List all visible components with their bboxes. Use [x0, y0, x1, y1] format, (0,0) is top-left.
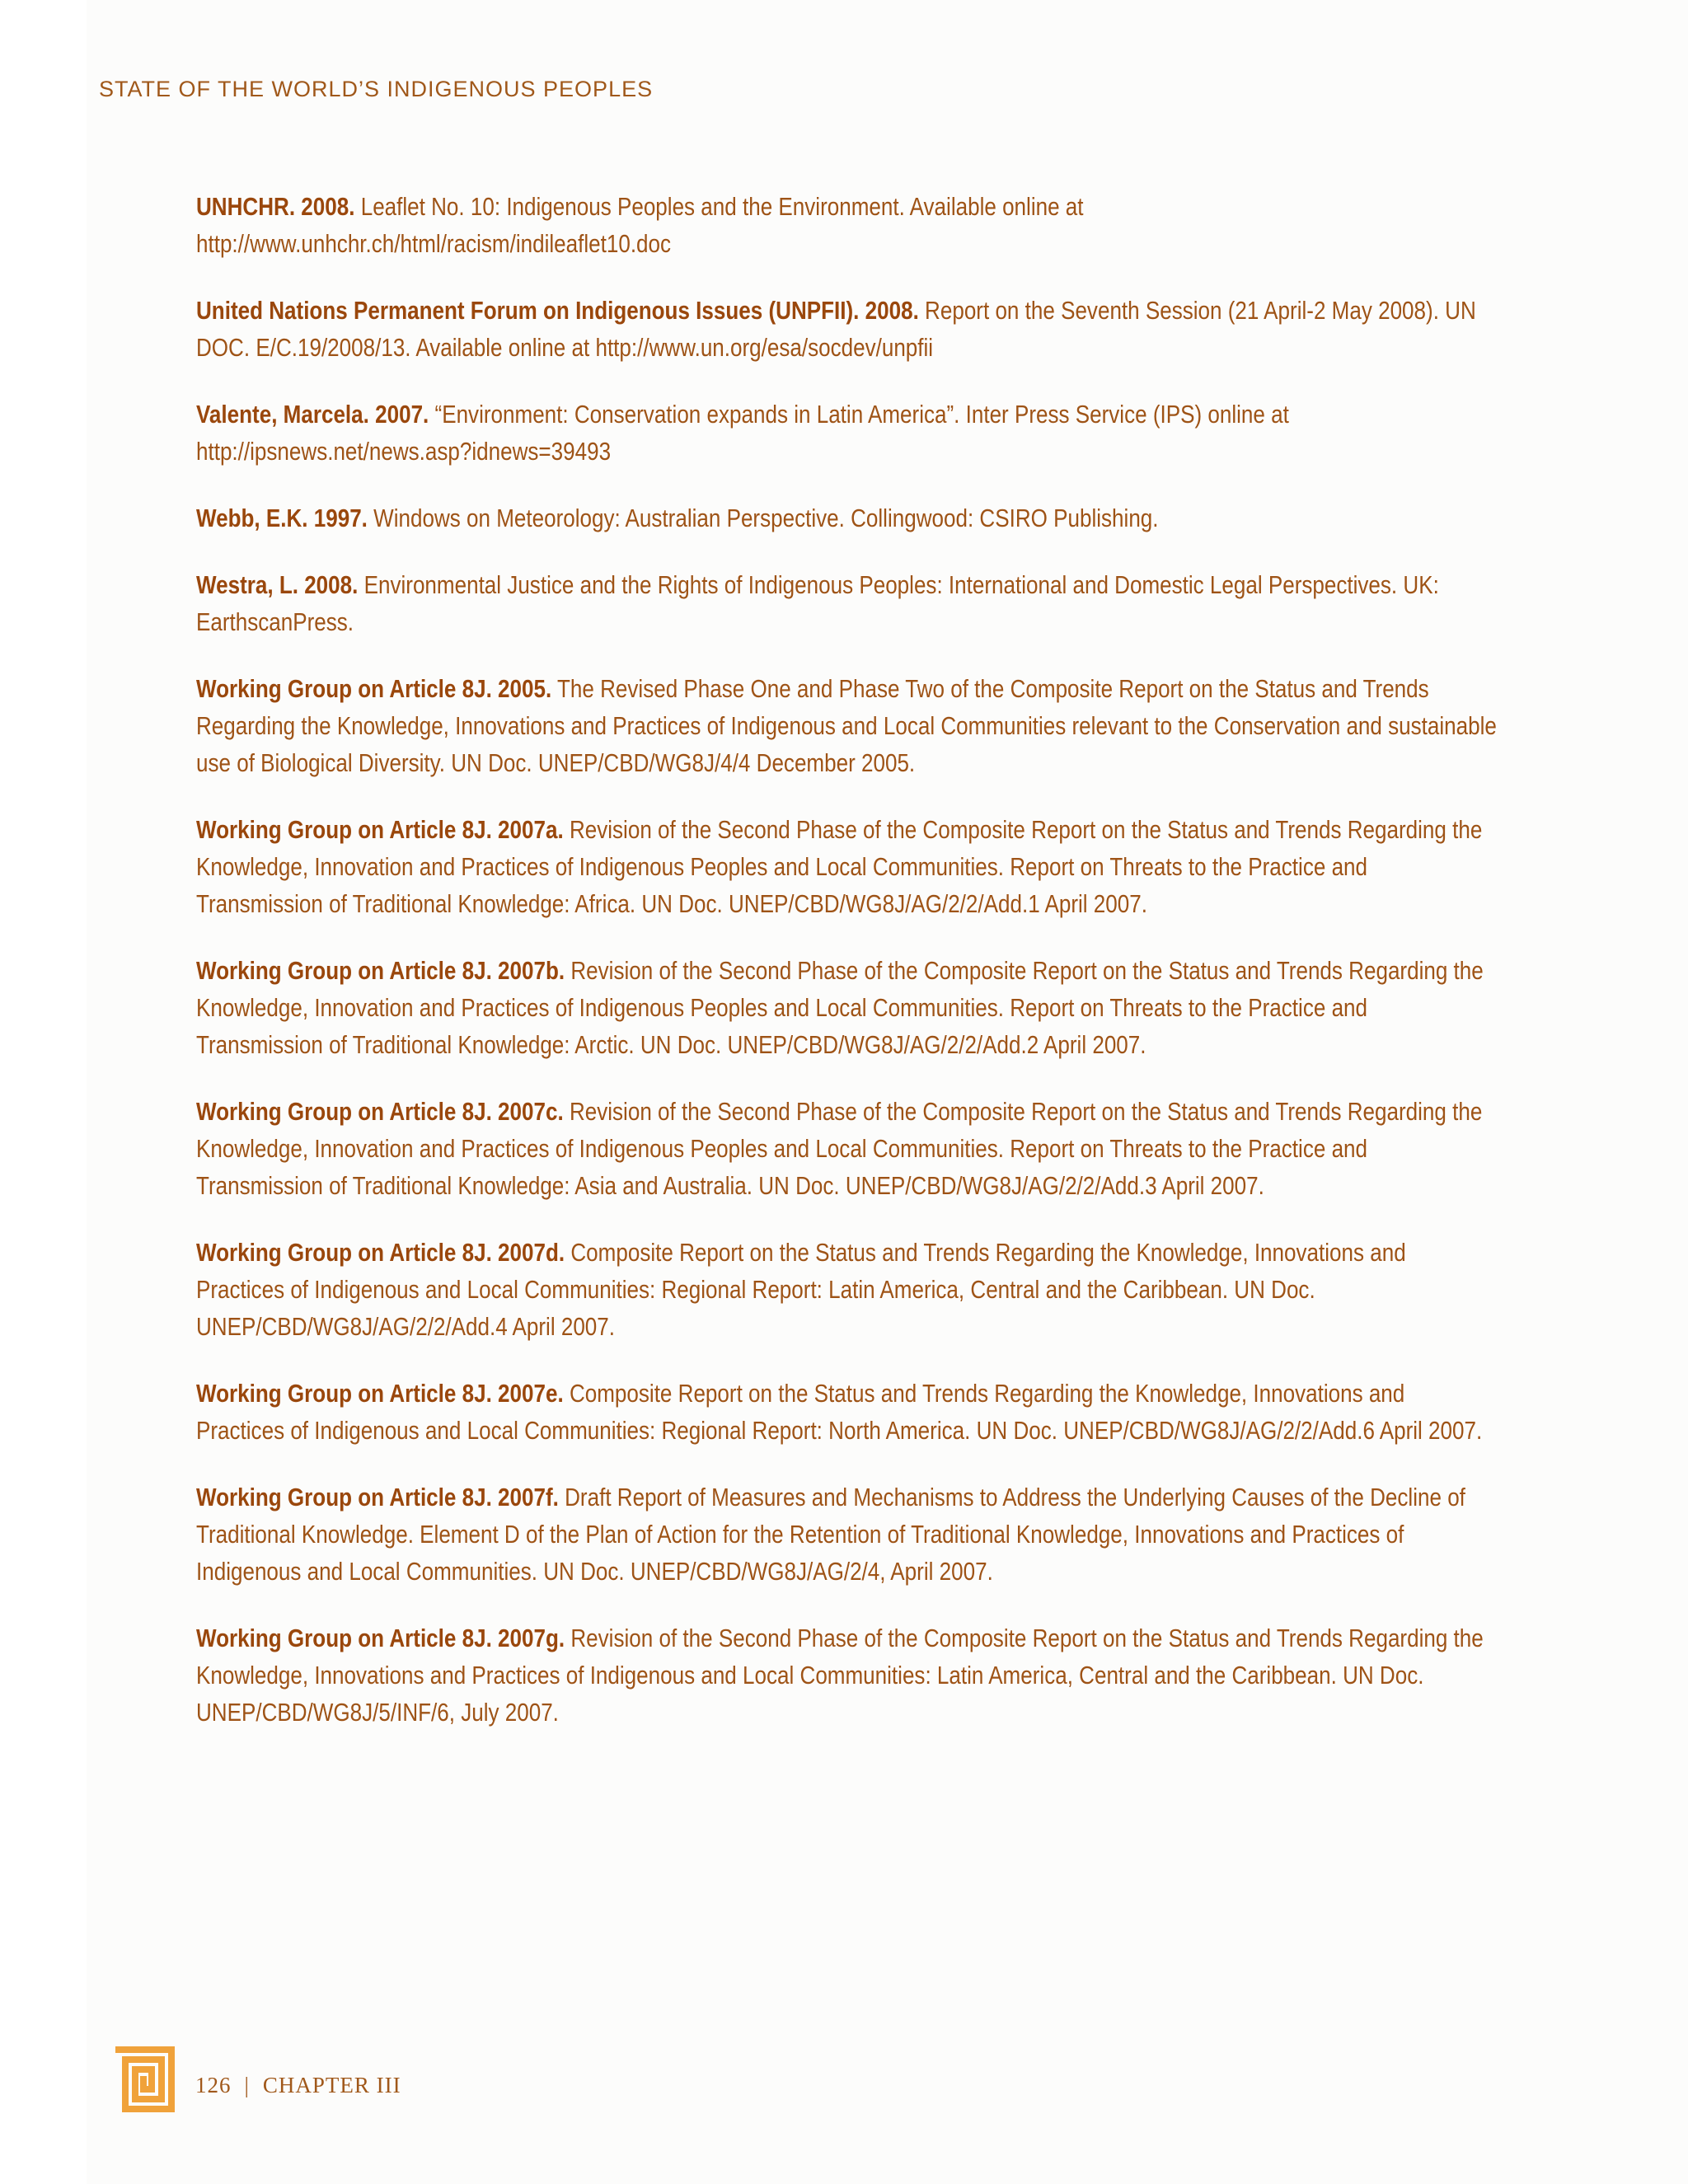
reference-text: Revision of the Second Phase of the Composite Report on the Status and Trends Regarding the Knowledge, Innovation and Practices of Indigenous Peoples and Local Communities. Report on Threats to the Practice and Transmission of Traditional Knowledge: Arctic. UN Doc. UNEP/CBD/WG8J/AG/2/2/Add.2 April 2007. [196, 956, 1484, 1059]
reference-text: Composite Report on the Status and Trends Regarding the Knowledge, Innovations and Practices of Indigenous and Local Communities: Regional Report: North America. UN Doc. UNEP/CBD/WG8J/AG/2/2/Add.6 April 2007. [196, 1379, 1483, 1445]
reference-author-year: Working Group on Article 8J. 2007b. [196, 956, 565, 985]
running-header: STATE OF THE WORLD’S INDIGENOUS PEOPLES [99, 77, 654, 101]
reference-author-year: Webb, E.K. 1997. [196, 504, 368, 532]
reference-item [196, 1093, 1498, 1204]
reference-text: Revision of the Second Phase of the Composite Report on the Status and Trends Regarding the Knowledge, Innovations and Practices of Indigenous and Local Communities: Latin America, Central and the Caribbean. UN Doc. UNEP/CBD/WG8J/5/INF/6, July 2007. [196, 1624, 1484, 1727]
reference-item [196, 188, 1498, 262]
reference-text: Composite Report on the Status and Trends Regarding the Knowledge, Innovations and Practices of Indigenous and Local Communities: Regional Report: Latin America, Central and the Caribbean. UN Doc. UNEP/CBD/WG8J/AG/2/2/Add.4 April 2007. [196, 1238, 1406, 1341]
page-number: 126 [195, 2073, 232, 2097]
reference-text: The Revised Phase One and Phase Two of the Composite Report on the Status and Trends Regarding the Knowledge, Innovations and Practices of Indigenous and Local Communities relevant to the Conservation and sustainable use of Biological Diversity. UN Doc. UNEP/CBD/WG8J/4/4 December 2005. [196, 674, 1497, 777]
reference-item [196, 1234, 1498, 1345]
reference-item [196, 952, 1498, 1063]
reference-text: Draft Report of Measures and Mechanisms to Address the Underlying Causes of the Decline of Traditional Knowledge. Element D of the Plan of Action for the Retention of Traditional Knowledge, Innovations and Practices of Indigenous and Local Communities. UN Doc. UNEP/CBD/WG8J/AG/2/4, April 2007. [196, 1483, 1465, 1586]
reference-item [196, 566, 1498, 640]
reference-list [196, 188, 1498, 1760]
reference-author-year: Westra, L. 2008. [196, 570, 359, 599]
reference-text: Report on the Seventh Session (21 April-2 May 2008). UN DOC. E/C.19/2008/13. Available online at http://www.un.org/esa/socdev/unpfii [196, 296, 1476, 362]
reference-author-year: Working Group on Article 8J. 2007f. [196, 1483, 559, 1511]
reference-author-year: Valente, Marcela. 2007. [196, 400, 429, 429]
chapter-label: CHAPTER III [262, 2073, 401, 2097]
reference-text: “Environment: Conservation expands in Latin America”. Inter Press Service (IPS) online at http://ipsnews.net/news.asp?idnews=39493 [196, 400, 1289, 466]
reference-author-year: Working Group on Article 8J. 2007d. [196, 1238, 565, 1267]
spiral-logo-icon [115, 2046, 175, 2112]
reference-author-year: Working Group on Article 8J. 2007a. [196, 815, 564, 844]
reference-text: Environmental Justice and the Rights of Indigenous Peoples: International and Domestic Legal Perspectives. UK: EarthscanPress. [196, 570, 1439, 636]
footer-separator: | [244, 2073, 250, 2097]
reference-text: Revision of the Second Phase of the Composite Report on the Status and Trends Regarding the Knowledge, Innovation and Practices of Indigenous Peoples and Local Communities. Report on Threats to the Practice and Transmission of Traditional Knowledge: Asia and Australia. UN Doc. UNEP/CBD/WG8J/AG/2/2/Add.3 April 2007. [196, 1097, 1483, 1200]
reference-item [196, 1479, 1498, 1590]
page-footer [195, 2073, 401, 2098]
reference-item [196, 1619, 1498, 1731]
reference-author-year: UNHCHR. 2008. [196, 192, 355, 221]
reference-text: Leaflet No. 10: Indigenous Peoples and the Environment. Available online at http://www.unhchr.ch/html/racism/indileaflet10.doc [196, 192, 1084, 258]
reference-author-year: Working Group on Article 8J. 2007g. [196, 1624, 565, 1652]
reference-author-year: Working Group on Article 8J. 2007c. [196, 1097, 564, 1126]
reference-author-year: United Nations Permanent Forum on Indigenous Issues (UNPFII). 2008. [196, 296, 919, 325]
reference-text: Windows on Meteorology: Australian Perspective. Collingwood: CSIRO Publishing. [373, 504, 1159, 532]
reference-item [196, 292, 1498, 366]
reference-author-year: Working Group on Article 8J. 2005. [196, 674, 552, 703]
reference-item [196, 396, 1498, 470]
reference-item [196, 1375, 1498, 1449]
reference-item [196, 499, 1498, 537]
reference-item [196, 811, 1498, 922]
reference-item [196, 670, 1498, 781]
reference-author-year: Working Group on Article 8J. 2007e. [196, 1379, 564, 1408]
reference-text: Revision of the Second Phase of the Composite Report on the Status and Trends Regarding the Knowledge, Innovation and Practices of Indigenous Peoples and Local Communities. Report on Threats to the Practice and Transmission of Traditional Knowledge: Africa. UN Doc. UNEP/CBD/WG8J/AG/2/2/Add.1 April 2007. [196, 815, 1483, 918]
